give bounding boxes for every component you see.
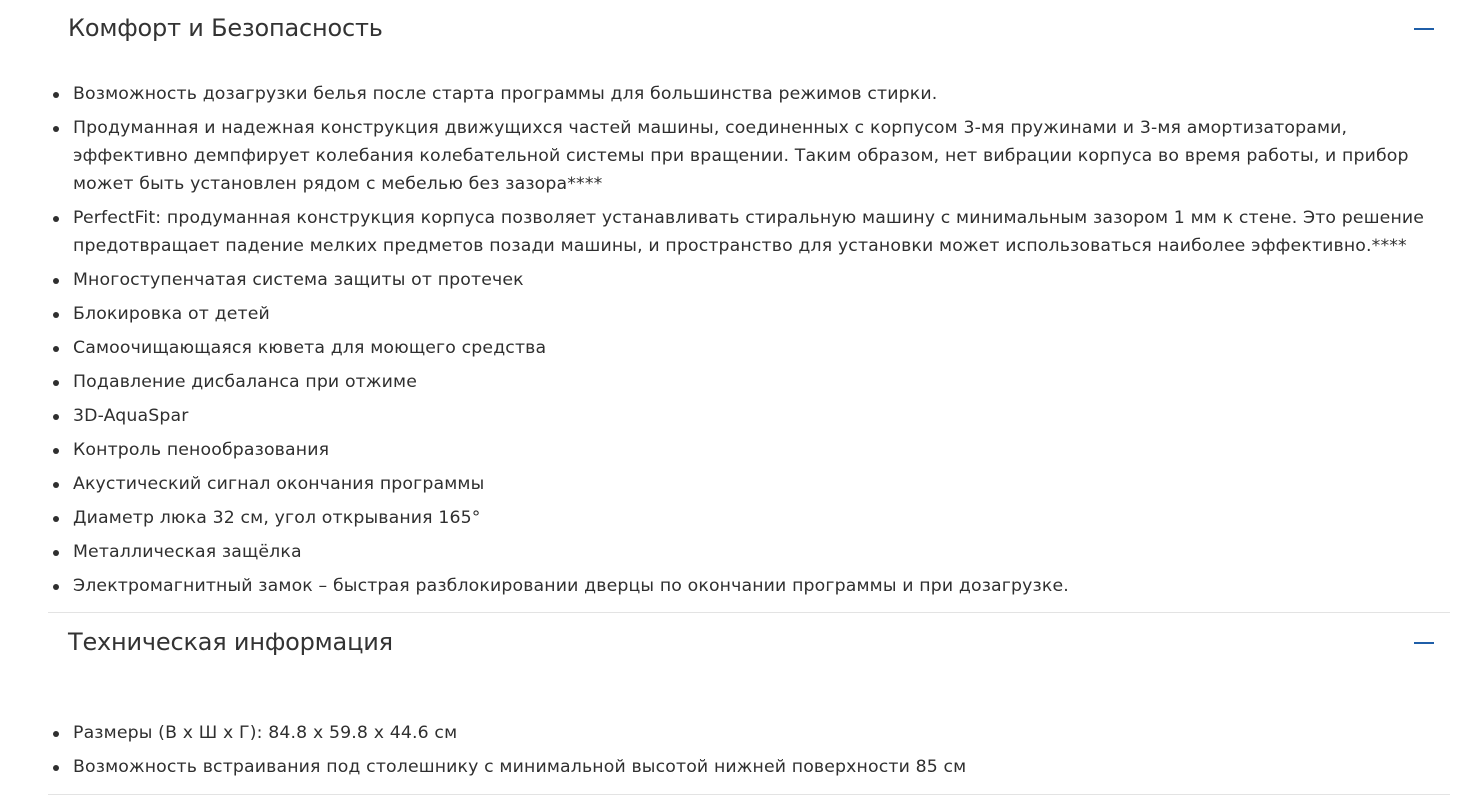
accordion-section-comfort-safety bbox=[48, 0, 1450, 596]
list-item: Металлическая защёлка bbox=[48, 538, 1450, 566]
section-title: Комфорт и Безопасность bbox=[68, 14, 383, 42]
list-item: Электромагнитный замок – быстрая разблокировании дверцы по окончании программы и при дозагрузке. bbox=[48, 572, 1450, 600]
list-item: 3D-AquaSpar bbox=[48, 402, 1450, 430]
list-item: Самоочищающаяся кювета для моющего средства bbox=[48, 334, 1450, 362]
list-item: Возможность встраивания под столешнику с минимальной высотой нижней поверхности 85 см bbox=[48, 753, 1450, 781]
list-item: Акустический сигнал окончания программы bbox=[48, 470, 1450, 498]
list-item: Подавление дисбаланса при отжиме bbox=[48, 368, 1450, 396]
section-title: Техническая информация bbox=[68, 628, 393, 656]
list-item: PerfectFit: продуманная конструкция корпуса позволяет устанавливать стиральную машину с минимальным зазором 1 мм к стене. Это решение предотвращает падение мелких предметов позади машины, и пространство для установки может использоваться наиболее эффективно.**** bbox=[48, 204, 1450, 260]
accordion-header-tech-info[interactable] bbox=[48, 614, 1450, 674]
list-item: Возможность дозагрузки белья после старта программы для большинства режимов стирки. bbox=[48, 80, 1450, 108]
collapse-minus-icon[interactable] bbox=[1414, 28, 1434, 30]
list-item: Контроль пенообразования bbox=[48, 436, 1450, 464]
feature-list bbox=[48, 80, 1450, 606]
list-item: Диаметр люка 32 см, угол открывания 165° bbox=[48, 504, 1450, 532]
accordion-header-comfort-safety[interactable] bbox=[48, 0, 1450, 60]
list-item: Блокировка от детей bbox=[48, 300, 1450, 328]
section-divider bbox=[48, 794, 1450, 795]
list-item: Многоступенчатая система защиты от протечек bbox=[48, 266, 1450, 294]
feature-list bbox=[48, 719, 1450, 787]
section-divider bbox=[48, 612, 1450, 613]
list-item: Размеры (В x Ш x Г): 84.8 x 59.8 x 44.6 см bbox=[48, 719, 1450, 747]
accordion-section-tech-info bbox=[48, 614, 1450, 777]
list-item: Продуманная и надежная конструкция движущихся частей машины, соединенных с корпусом 3-мя пружинами и 3-мя амортизаторами, эффективно демпфирует колебания колебательной системы при вращении. Таким образом, нет вибрации корпуса во время работы, и прибор может быть установлен рядом с мебелью без зазора**** bbox=[48, 114, 1450, 198]
collapse-minus-icon[interactable] bbox=[1414, 642, 1434, 644]
